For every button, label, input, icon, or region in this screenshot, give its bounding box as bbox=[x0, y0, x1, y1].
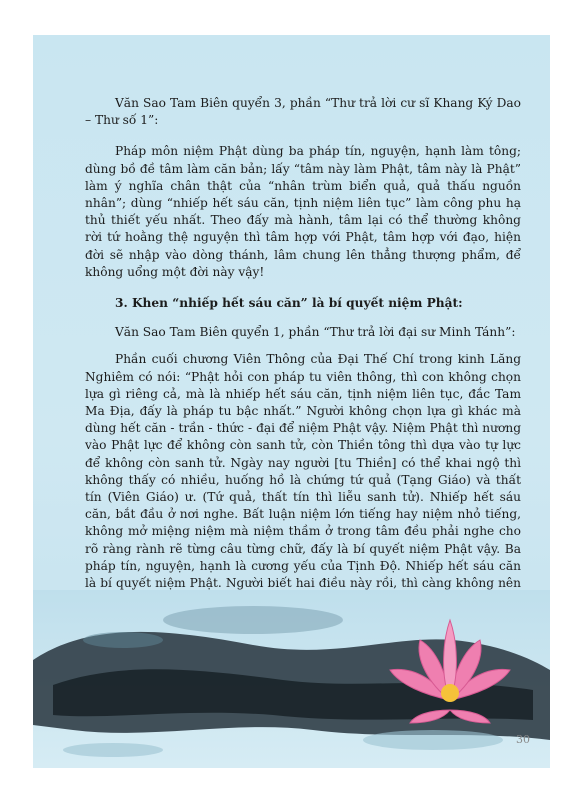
page-number: 30 bbox=[516, 733, 530, 746]
paragraph-1: Văn Sao Tam Biên quyển 3, phần “Thư trả lời cư sĩ Khang Ký Dao – Thư số 1”: bbox=[85, 96, 521, 128]
paragraph-4: Phần cuối chương Viên Thông của Đại Thế Chí trong kinh Lăng Nghiêm có nói: “Phật hỏi con pháp tu viên thông, thì con không chọn lựa gì riêng cả, mà là nhiếp hết sáu căn, tịnh niệm liên tục, đắc Tam Ma Địa, đấy là pháp tu bậc nhất.” Người không chọn lựa gì khác mà dùng hết căn - trần - thức - đại để niệm Phật vậy. Niệm Phật thì nương vào Phật lực để không còn sanh tử, còn Thiền tông thì dựa vào tự lực để không còn sanh tử. Ngày nay người [tu Thiền] có thể khai ngộ thì không thấy có nhiều, huống hồ là chứng tứ quả (Tạng Giáo) và thất tín (Viên Giáo) ư. (Tứ quả, thất tín thì liễu sanh tử). Nhiếp hết sáu căn, bắt đầu ở nơi nghe. Bất luận niệm lớn tiếng hay niệm nhỏ tiếng, không mở miệng niệm mà niệm thầm ở trong tâm đều phải nghe cho rõ ràng rành rẽ từng câu từng chữ, đấy là bí quyết niệm Phật vậy. Ba pháp tín, nguyện, hạnh là cương yếu của Tịnh Độ. Nhiếp hết sáu căn là bí quyết niệm Phật. Người biết hai điều này rồi, thì càng không nên bbox=[85, 352, 521, 591]
paragraph-3: Văn Sao Tam Biên quyển 1, phần “Thư trả lời đại sư Minh Tánh”: bbox=[115, 325, 516, 340]
section-heading: 3. Khen “nhiếp hết sáu căn” là bí quyết niệm Phật: bbox=[115, 296, 463, 311]
book-page bbox=[33, 35, 550, 768]
page-text bbox=[85, 95, 521, 623]
paragraph-2: Pháp môn niệm Phật dùng ba pháp tín, nguyện, hạnh làm tông; dùng bồ đề tâm làm căn bản; lấy “tâm này làm Phật, tâm này là Phật” làm ý nghĩa chân thật của “nhân trùm biển quả, quả thấu nguồn nhân”; dùng “nhiếp hết sáu căn, tịnh niệm liên tục” làm công phu hạ thủ thiết yếu nhất. Theo đấy mà hành, tâm lại có thể thường không rời tứ hoằng thệ nguyện thì tâm hợp với Phật, tâm hợp với đạo, hiện đời sẽ nhập vào dòng thánh, lâm chung lên thẳng thượng phẩm, để không uổng một đời này vậy! bbox=[85, 144, 521, 279]
lotus-flower-icon bbox=[385, 615, 515, 725]
